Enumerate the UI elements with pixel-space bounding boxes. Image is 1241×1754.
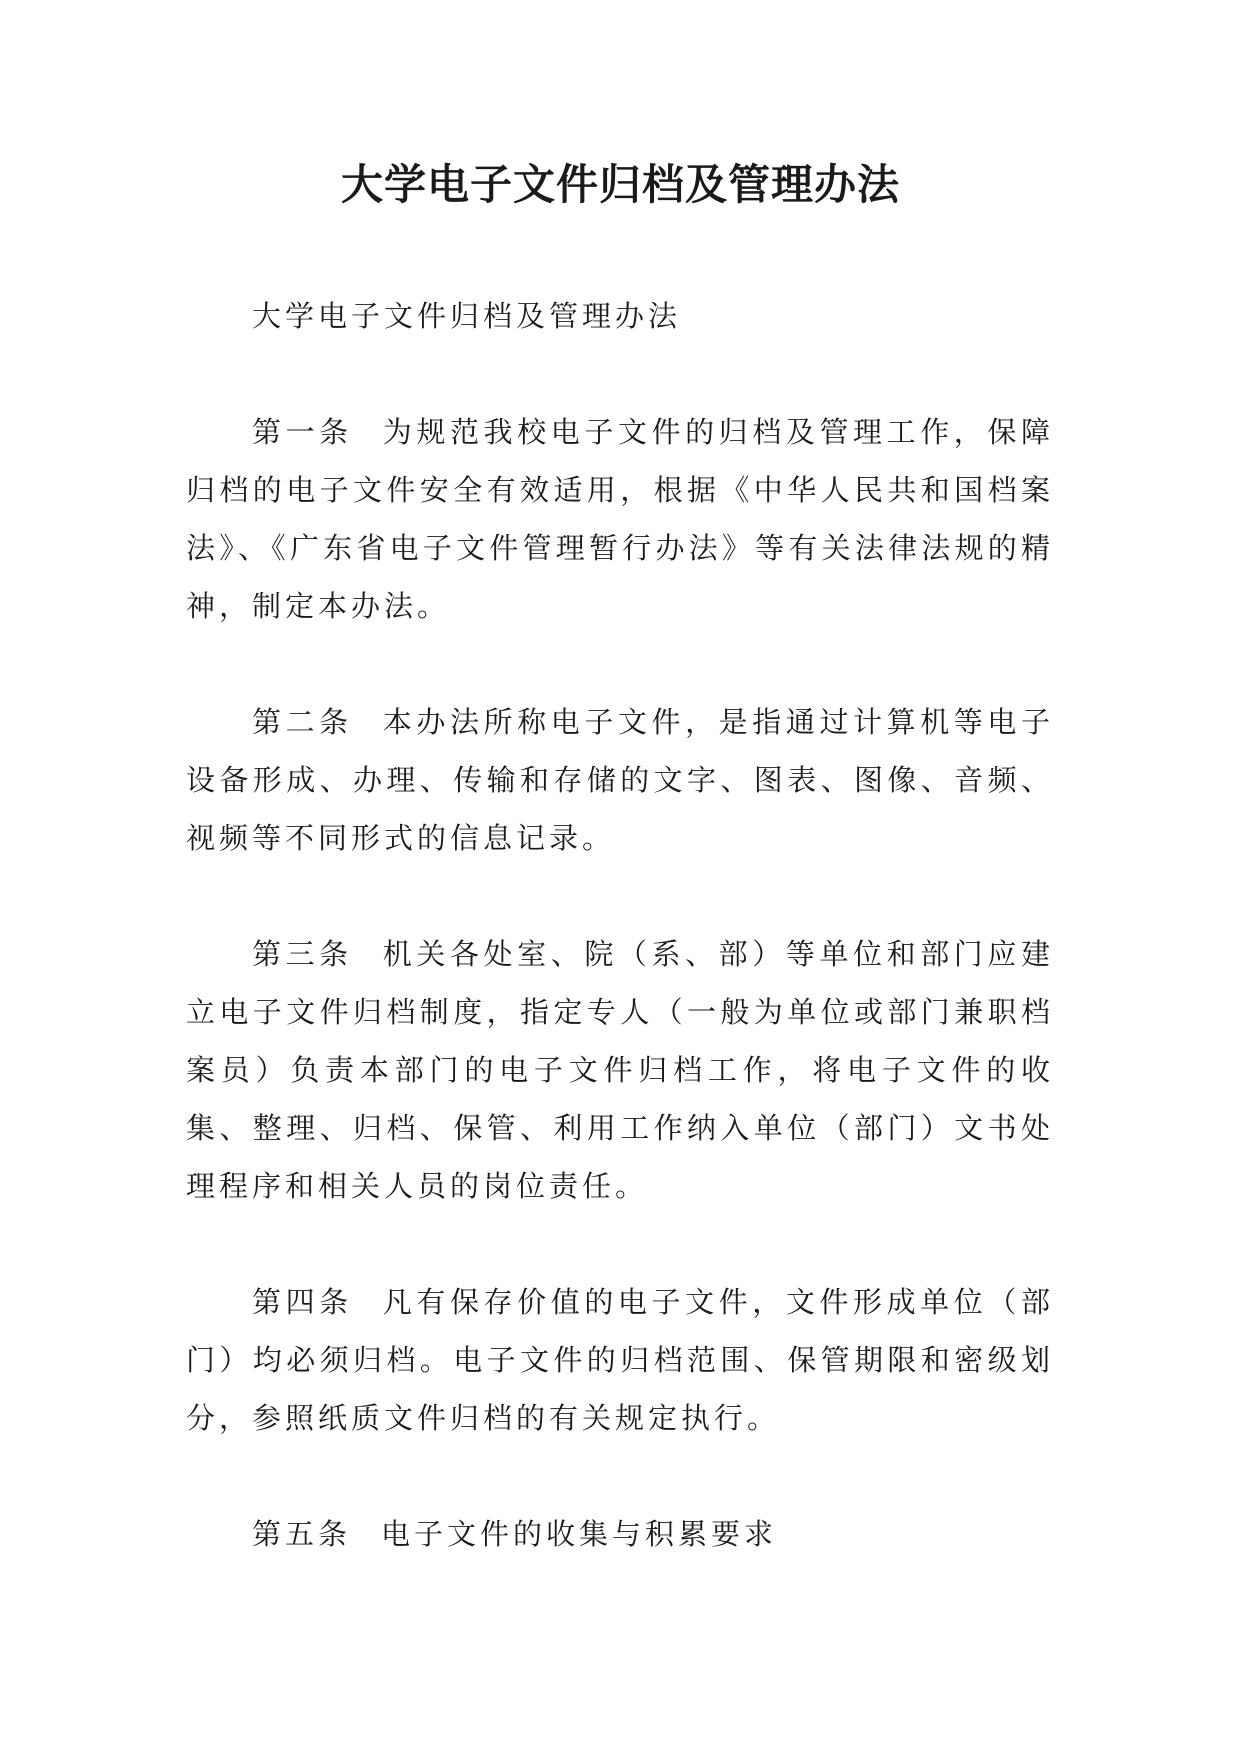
article-label: 第三条 bbox=[252, 937, 353, 971]
article-text: 为规范我校电子文件的归档及管理工作，保障归档的电子文件安全有效适用，根据《中华人民共和国档案法》、《广东省电子文件管理暂行办法》等有关法律法规的精神，制定本办法。 bbox=[186, 415, 1054, 623]
document-body bbox=[186, 287, 1054, 1621]
document-subtitle: 大学电子文件归档及管理办法 bbox=[252, 299, 682, 333]
article-1 bbox=[186, 403, 1054, 635]
article-3 bbox=[186, 925, 1054, 1215]
article-label: 第二条 bbox=[252, 705, 353, 739]
article-label: 第五条 bbox=[252, 1517, 352, 1551]
article-label: 第四条 bbox=[252, 1285, 353, 1319]
document-title: 大学电子文件归档及管理办法 bbox=[340, 160, 900, 209]
article-5 bbox=[186, 1505, 1054, 1563]
article-4 bbox=[186, 1273, 1054, 1447]
article-text: 本办法所称电子文件，是指通过计算机等电子设备形成、办理、传输和存储的文字、图表、图像、音频、视频等不同形式的信息记录。 bbox=[186, 705, 1054, 855]
article-2 bbox=[186, 693, 1054, 867]
article-text: 凡有保存价值的电子文件，文件形成单位（部门）均必须归档。电子文件的归档范围、保管期限和密级划分，参照纸质文件归档的有关规定执行。 bbox=[186, 1285, 1054, 1435]
article-text: 机关各处室、院（系、部）等单位和部门应建立电子文件归档制度，指定专人（一般为单位或部门兼职档案员）负责本部门的电子文件归档工作，将电子文件的收集、整理、归档、保管、利用工作纳入单位（部门）文书处理程序和相关人员的岗位责任。 bbox=[186, 937, 1054, 1203]
article-label: 第一条 bbox=[252, 415, 353, 449]
article-text: 电子文件的收集与积累要求 bbox=[381, 1517, 778, 1551]
